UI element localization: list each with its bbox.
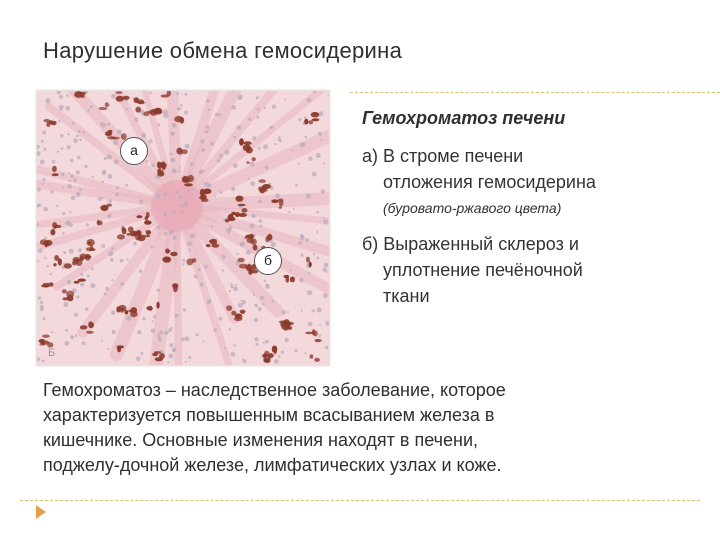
item-b-line2: уплотнение печёночной (383, 260, 583, 280)
panel-letter: Б (48, 347, 56, 359)
body-line-2: характеризуется повышенным всасыванием железа в (43, 405, 495, 425)
label-marker-a: а (120, 137, 148, 165)
item-a-line2: отложения гемосидерина (383, 172, 596, 192)
item-b-line1: б) Выраженный склероз и (362, 234, 579, 254)
next-slide-arrow-icon[interactable] (36, 505, 46, 519)
side-heading: Гемохроматоз печени (362, 108, 566, 128)
body-line-1: Гемохроматоз – наследственное заболевание, которое (43, 380, 506, 400)
body-line-4: поджелу-дочной железе, лимфатических узлах и коже. (43, 455, 502, 475)
item-a-line1: а) В строме печени (362, 146, 524, 166)
divider-top (350, 92, 720, 93)
label-marker-b: б (254, 247, 282, 275)
histology-image (36, 90, 330, 366)
list-item-a (362, 143, 682, 195)
slide-title: Нарушение обмена гемосидерина (43, 38, 403, 63)
body-line-3: кишечнике. Основные изменения находят в печени, (43, 430, 479, 450)
description-paragraph (43, 378, 693, 478)
divider-bottom (20, 500, 700, 501)
item-a-note: (буровато-ржавого цвета) (383, 200, 562, 216)
tissue-micrograph (37, 91, 329, 365)
list-item-b (362, 231, 682, 309)
item-b-line3: ткани (383, 286, 430, 306)
